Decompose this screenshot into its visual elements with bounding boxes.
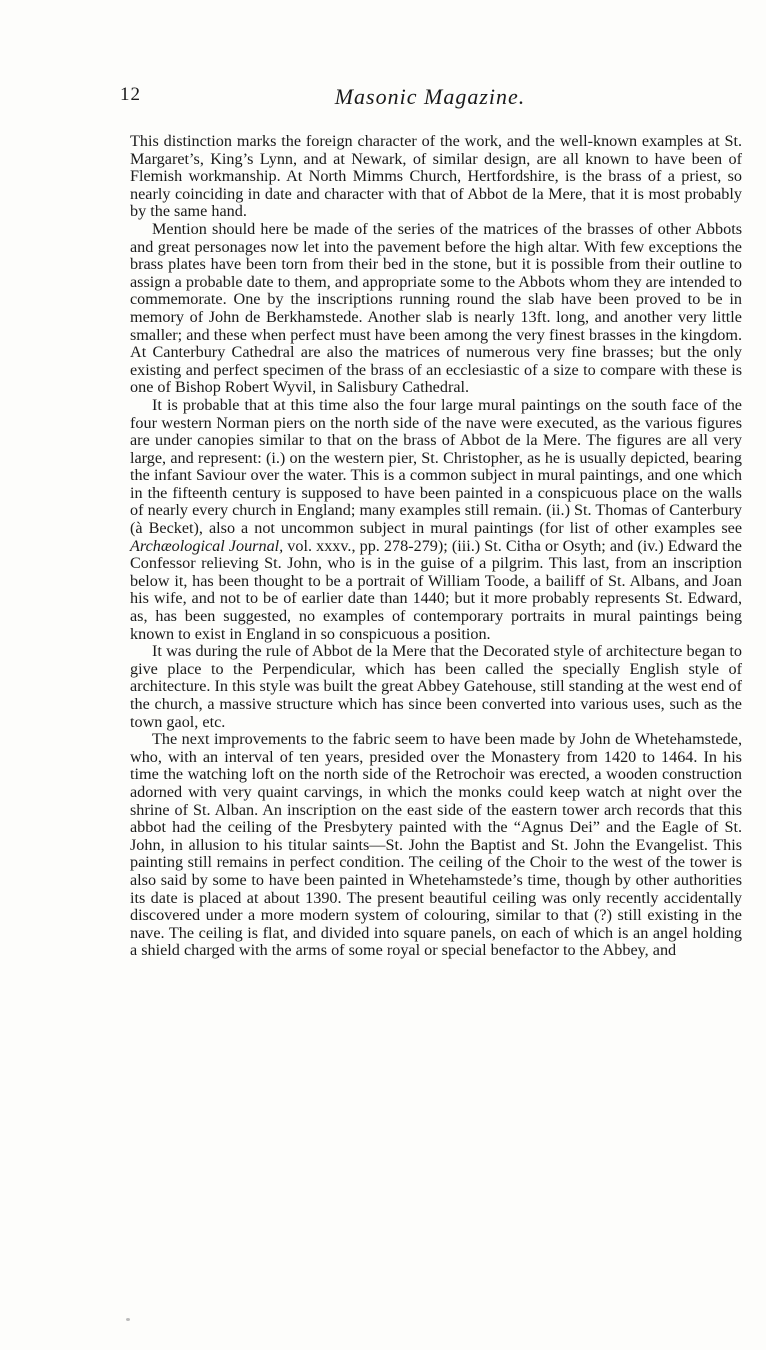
article-body — [130, 133, 742, 960]
paragraph-1: This distinction marks the foreign character of the work, and the well-known examples at St. Margaret’s, King’s Lynn, and at Newark, of similar design, are all known to have been of Flemish workmanship. At North Mimms Church, Hertfordshire, is the brass of a priest, so nearly coinciding in date and character with that of Abbot de la Mere, that it is most probably by the same hand. — [130, 132, 742, 221]
paragraph-3-part-b: vol. xxxv., pp. 278-279); (iii.) St. Citha or Osyth; and (iv.) Edward the Confessor relieving St. John, who is in the guise of a pilgrim. This last, from an inscription below it, has been thought to be a portrait of William Toode, a bailiff of St. Albans, and Joan his wife, and not to be of earlier date than 1440; but it more probably represents St. Edward, as, has been suggested, no examples of contemporary portraits in mural paintings being known to exist in England in so conspicuous a position. — [130, 536, 742, 643]
journal-citation: Archæological Journal, — [130, 536, 284, 555]
page-number: 12 — [120, 84, 141, 105]
paragraph-5: The next improvements to the fabric seem to have been made by John de Whetehamstede, who, with an interval of ten years, presided over the Monastery from 1420 to 1464. In his time the watching loft on the north side of the Retrochoir was erected, a wooden construction adorned with very quaint carvings, in which the monks could keep watch at night over the shrine of St. Alban. An inscription on the east side of the eastern tower arch records that this abbot had the ceiling of the Presbytery painted with the “Agnus Dei” and the Eagle of St. John, in allusion to his titular saints—St. John the Baptist and St. John the Evangelist. This painting still remains in perfect condition. The ceiling of the Choir to the west of the tower is also said by some to have been painted in Whetehamstede’s time, though by other authorities its date is placed at about 1390. The present beautiful ceiling was only recently accidentally discovered under a more modern system of colouring, similar to that (?) still existing in the nave. The ceiling is flat, and divided into square panels, on each of which is an angel holding a shield charged with the arms of some royal or special benefactor to the Abbey, and — [130, 730, 742, 960]
ink-speck — [126, 1318, 130, 1321]
running-head — [120, 84, 740, 116]
paragraph-3 — [130, 397, 742, 643]
paragraph-2: Mention should here be made of the series of the matrices of the brasses of other Abbots and great personages now let into the pavement before the high altar. With few exceptions the brass plates have been torn from their bed in the stone, but it is possible from their outline to assign a probable date to them, and appropriate some to the Abbots whom they are intended to commemorate. One by the inscriptions running round the slab have been proved to be in memory of John de Berkhamstede. Another slab is nearly 13ft. long, and another very little smaller; and these when perfect must have been among the very finest brasses in the kingdom. At Canterbury Cathedral are also the matrices of numerous very fine brasses; but the only existing and perfect specimen of the brass of an ecclesiastic of a size to compare with these is one of Bishop Robert Wyvil, in Salisbury Cathedral. — [130, 219, 742, 397]
journal-title: Masonic Magazine. — [334, 84, 526, 109]
paragraph-3-part-a: It is probable that at this time also the four large mural paintings on the south face of the four western Norman piers on the north side of the nave were executed, as the various figures are under canopies similar to that on the brass of Abbot de la Mere. The figures are all very large, and represent: (i.) on the western pier, St. Christopher, as he is usually depicted, bearing the infant Saviour over the water. This is a common subject in mural paintings, and one which in the fifteenth century is supposed to have been painted in a conspicuous place on the walls of nearly every church in England; many examples still remain. (ii.) St. Thomas of Canterbury (à Becket), also a not uncommon subject in mural paintings (for list of other examples see — [130, 395, 742, 538]
paragraph-4: It was during the rule of Abbot de la Mere that the Decorated style of architecture began to give place to the Perpendicular, which has been called the specially English style of architecture. In this style was built the great Abbey Gatehouse, still standing at the west end of the church, a massive structure which has since been converted into various uses, such as the town gaol, etc. — [130, 642, 742, 731]
